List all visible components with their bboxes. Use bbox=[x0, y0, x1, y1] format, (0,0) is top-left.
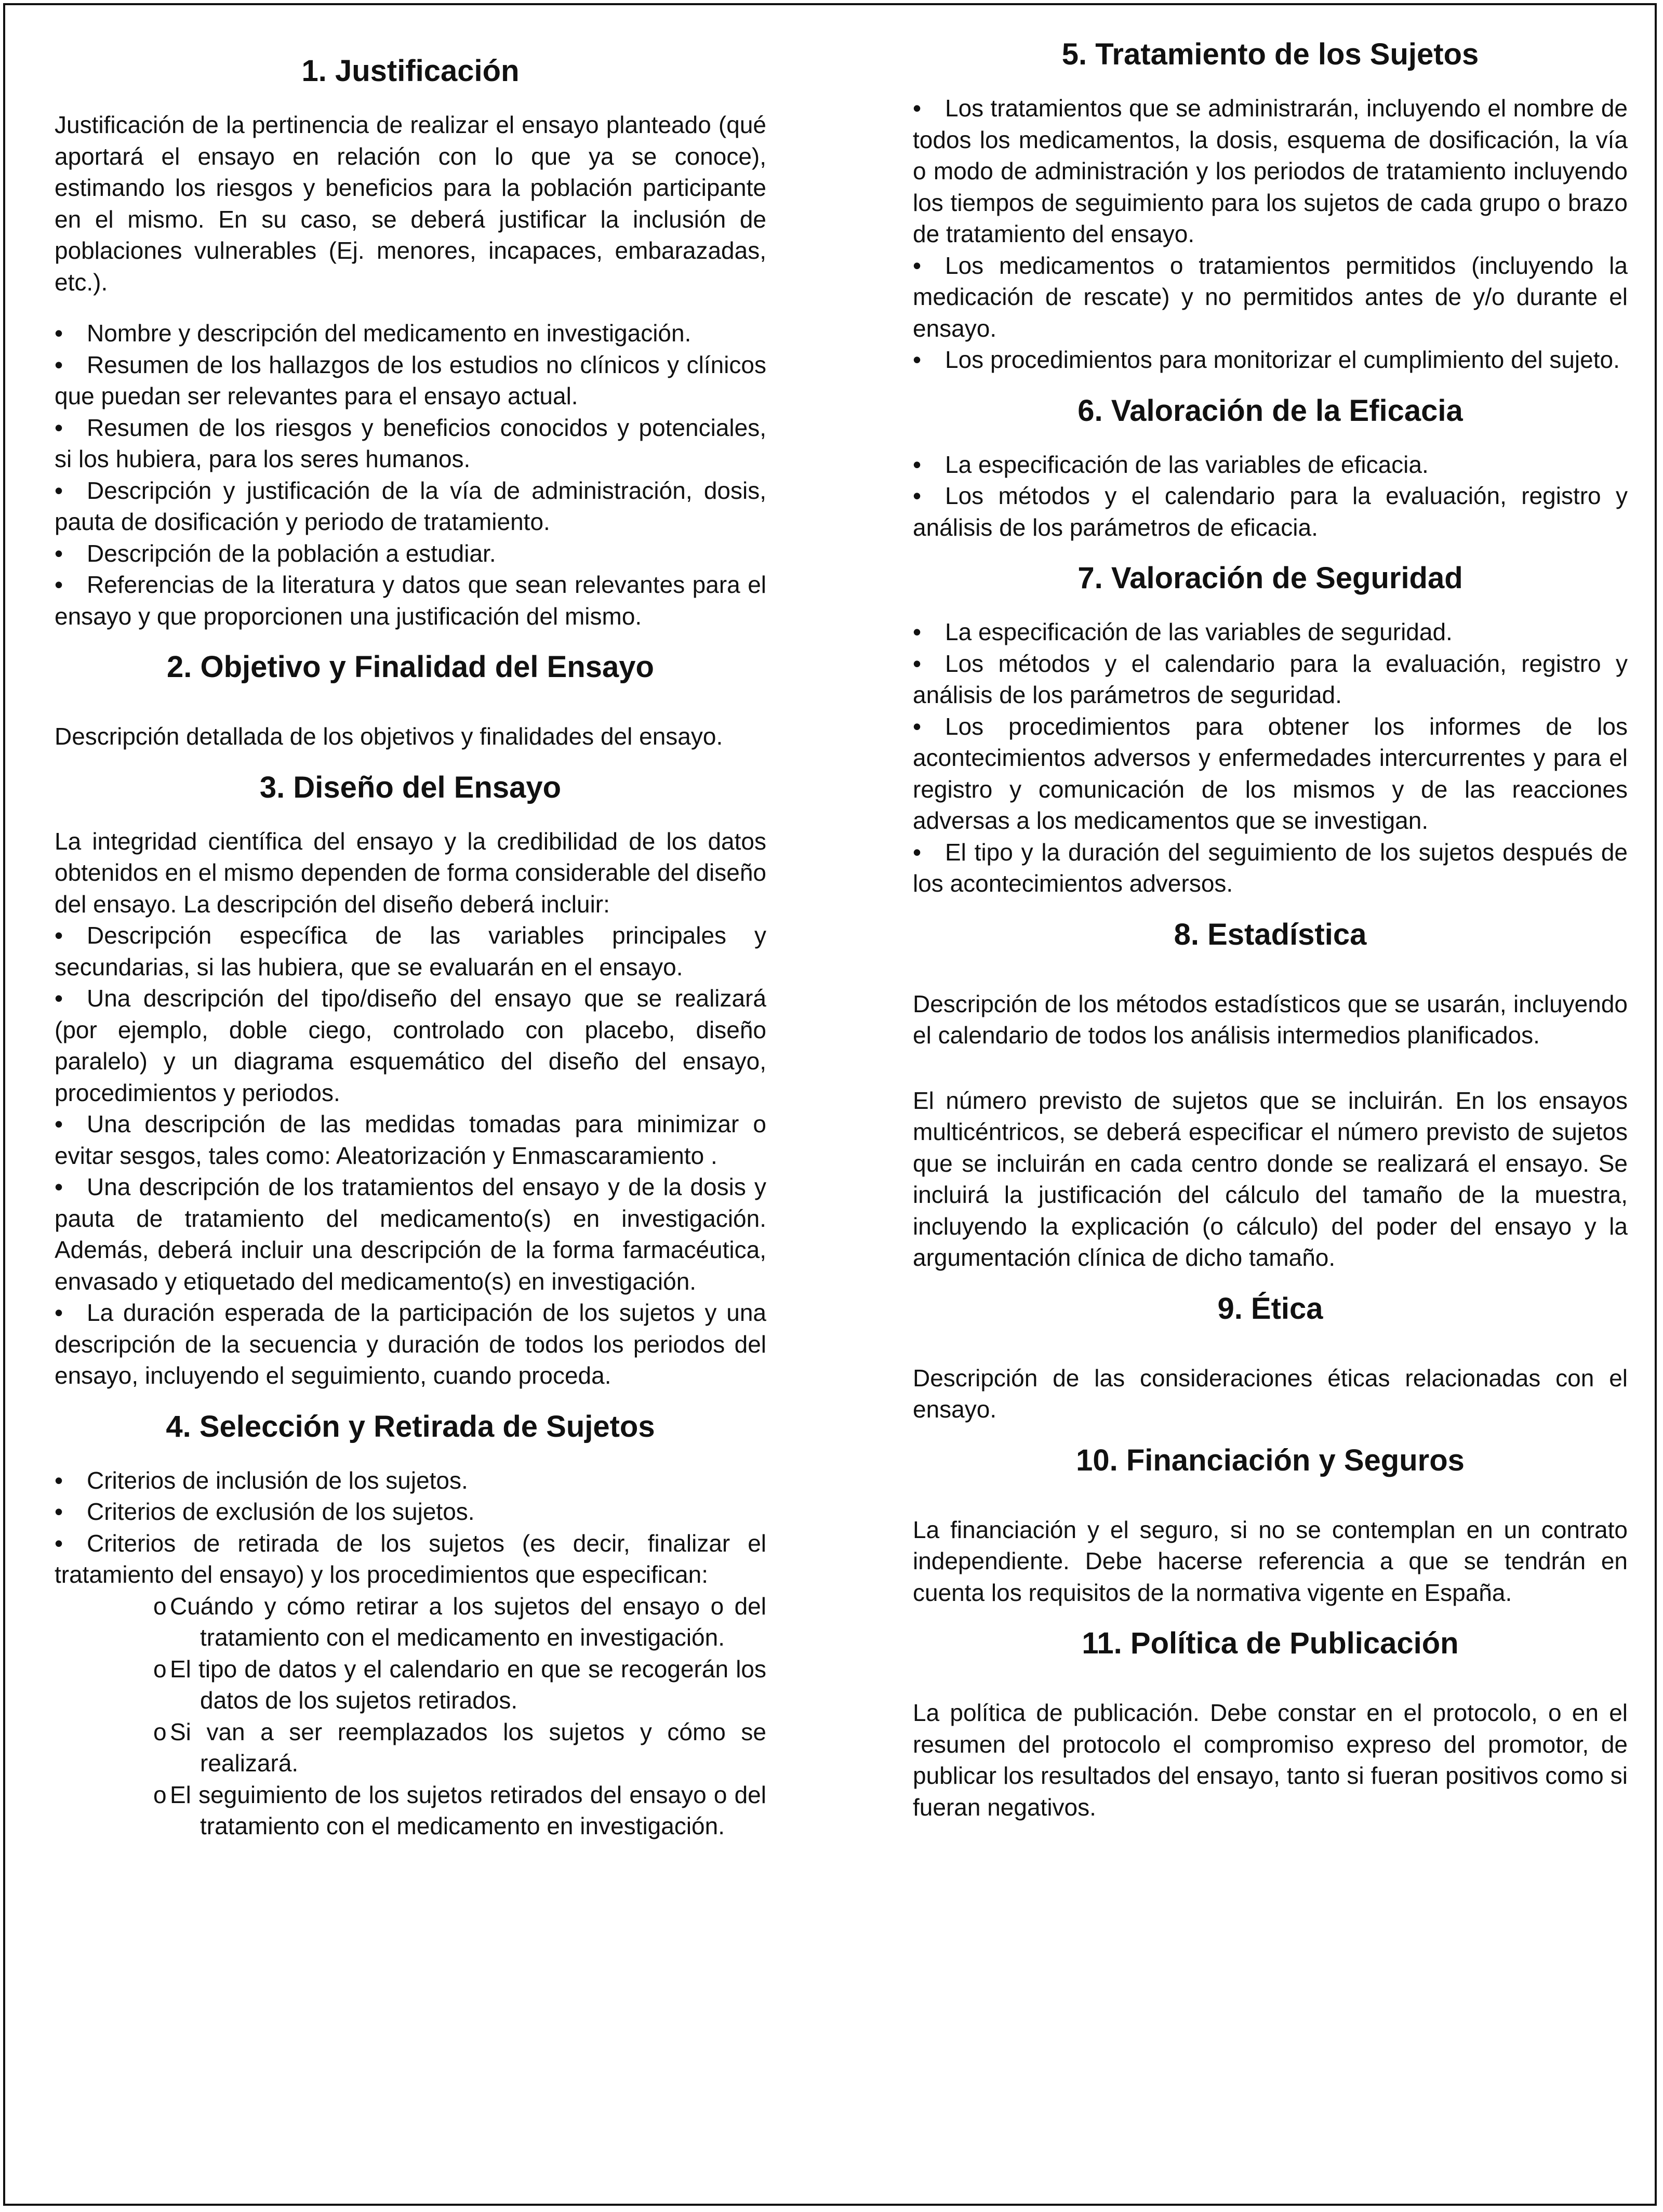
bullet-icon: • bbox=[913, 618, 922, 645]
bullet-icon: • bbox=[55, 571, 63, 598]
bullet-item bbox=[55, 983, 766, 1108]
right-column bbox=[913, 5, 1628, 1823]
bullet-item bbox=[55, 1528, 766, 1591]
bullet-text: Nombre y descripción del medicamento en investigación. bbox=[87, 320, 691, 347]
bullet-item bbox=[55, 569, 766, 632]
bullet-icon: • bbox=[913, 712, 922, 740]
bullet-text: Criterios de retirada de los sujetos (es decir, finalizar el tratamiento del ensayo) y los procedimientos que especifican: bbox=[55, 1529, 766, 1588]
bullet-item bbox=[55, 1108, 766, 1171]
bullet-text: Descripción y justificación de la vía de administración, dosis, pauta de dosificación y periodo de tratamiento. bbox=[55, 476, 766, 535]
section bbox=[913, 1440, 1628, 1609]
bullet-icon: • bbox=[55, 922, 63, 949]
bullet-item bbox=[55, 475, 766, 538]
section bbox=[913, 1623, 1628, 1823]
bullet-text: Referencias de la literatura y datos que sean relevantes para el ensayo y que proporcionen una justificación del mismo. bbox=[55, 571, 766, 630]
bullet-icon: • bbox=[55, 320, 63, 347]
bullet-text: Una descripción del tipo/diseño del ensayo que se realizará (por ejemplo, doble ciego, controlado con placebo, diseño paralelo) y un diagrama esquemático del diseño del ensayo, procedimientos y periodos. bbox=[55, 985, 766, 1106]
bullet-icon: • bbox=[913, 451, 922, 478]
bullet-item bbox=[55, 538, 766, 569]
bullet-text: El tipo y la duración del seguimiento de los sujetos después de los acontecimientos adversos. bbox=[913, 838, 1628, 897]
paragraph: La integridad científica del ensayo y la credibilidad de los datos obtenidos en el mismo dependen de forma considerable del diseño del ensayo. La descripción del diseño deberá incluir: bbox=[55, 827, 766, 918]
section bbox=[913, 558, 1628, 899]
bullet-item bbox=[55, 1297, 766, 1392]
bullet-text: La duración esperada de la participación de los sujetos y una descripción de la secuencia y duración de todos los periodos del ensayo, incluyendo el seguimiento, cuando proceda. bbox=[55, 1299, 766, 1389]
paragraph: Descripción de los métodos estadísticos que se usarán, incluyendo el calendario de todos los análisis intermedios planificados. bbox=[913, 990, 1628, 1049]
bullet-text: Los métodos y el calendario para la evaluación, registro y análisis de los parámetros de eficacia. bbox=[913, 482, 1628, 541]
bullet-icon: • bbox=[913, 650, 922, 677]
bullet-text: Una descripción de los tratamientos del ensayo y de la dosis y pauta de tratamiento del medicamento(s) en investigación. Además, deberá incluir una descripción de la forma farmacéutica, envasado y etiquetado del medicamento(s) en investigación. bbox=[55, 1173, 766, 1295]
bullet-text: Los medicamentos o tratamientos permitidos (incluyendo la medicación de rescate) y no permitidos antes de y/o durante el ensayo. bbox=[913, 251, 1628, 342]
circle-bullet-icon: o bbox=[153, 1781, 167, 1808]
bullet-text: Resumen de los riesgos y beneficios conocidos y potenciales, si los hubiera, para los seres humanos. bbox=[55, 414, 766, 472]
section-title: 8. Estadística bbox=[1174, 917, 1367, 951]
bullet-text: La especificación de las variables de seguridad. bbox=[945, 618, 1453, 645]
bullet-item bbox=[913, 648, 1628, 711]
section-title: 9. Ética bbox=[1217, 1291, 1323, 1326]
bullet-item bbox=[55, 1465, 766, 1496]
section bbox=[913, 1288, 1628, 1425]
bullet-text: Los tratamientos que se administrarán, incluyendo el nombre de todos los medicamentos, la dosis, esquema de dosificación, la vía o modo de administración y los periodos de tratamiento incluyendo los tiempos de seguimiento para los sujetos de cada grupo o brazo de tratamiento del ensayo. bbox=[913, 95, 1628, 247]
bullet-icon: • bbox=[55, 1498, 63, 1525]
bullet-icon: • bbox=[913, 482, 922, 509]
bullet-item bbox=[913, 837, 1628, 899]
bullet-item bbox=[913, 616, 1628, 648]
circle-bullet-icon: o bbox=[153, 1592, 167, 1620]
bullet-icon: • bbox=[55, 1110, 63, 1137]
paragraph: Descripción de las consideraciones éticas relacionadas con el ensayo. bbox=[913, 1364, 1628, 1423]
bullet-icon: • bbox=[55, 1173, 63, 1200]
section bbox=[913, 34, 1628, 376]
section-title: 4. Selección y Retirada de Sujetos bbox=[166, 1409, 655, 1443]
circle-bullet-icon: o bbox=[153, 1655, 167, 1683]
sub-item bbox=[55, 1591, 766, 1653]
circle-bullet-icon: o bbox=[153, 1718, 167, 1745]
section-title: 2. Objetivo y Finalidad del Ensayo bbox=[167, 650, 654, 684]
bullet-text: La especificación de las variables de eficacia. bbox=[945, 451, 1429, 478]
section bbox=[913, 914, 1628, 1274]
bullet-text: Criterios de exclusión de los sujetos. bbox=[87, 1498, 475, 1525]
section-title: 3. Diseño del Ensayo bbox=[259, 770, 562, 804]
paragraph: La política de publicación. Debe constar en el protocolo, o en el resumen del protocolo el compromiso expreso del promotor, de publicar los resultados del ensayo, tanto si fueran positivos como si fueran negativos. bbox=[913, 1699, 1628, 1821]
bullet-text: Resumen de los hallazgos de los estudios no clínicos y clínicos que puedan ser relevantes para el ensayo actual. bbox=[55, 351, 766, 409]
sub-item-text: El tipo de datos y el calendario en que se recogerán los datos de los sujetos retirados. bbox=[170, 1655, 766, 1714]
bullet-item bbox=[55, 1171, 766, 1297]
bullet-item bbox=[55, 317, 766, 349]
bullet-item bbox=[913, 250, 1628, 345]
section-title: 5. Tratamiento de los Sujetos bbox=[1061, 37, 1479, 71]
bullet-item bbox=[55, 349, 766, 412]
bullet-item bbox=[55, 1496, 766, 1528]
section-title: 10. Financiación y Seguros bbox=[1076, 1443, 1465, 1477]
bullet-item bbox=[913, 480, 1628, 543]
paragraph: Justificación de la pertinencia de realizar el ensayo planteado (qué aportará el ensayo en relación con lo que ya se conoce), estimando los riesgos y beneficios para la población participante en el mismo. En su caso, se deberá justificar la inclusión de poblaciones vulnerables (Ej. menores, incapaces, embarazadas, etc.). bbox=[55, 111, 766, 296]
section bbox=[913, 390, 1628, 544]
bullet-icon: • bbox=[55, 539, 63, 567]
bullet-text: Una descripción de las medidas tomadas para minimizar o evitar sesgos, tales como: Aleatorización y Enmascaramiento . bbox=[55, 1110, 766, 1169]
bullet-icon: • bbox=[55, 1529, 63, 1557]
sub-item bbox=[55, 1779, 766, 1842]
bullet-item bbox=[55, 412, 766, 475]
bullet-icon: • bbox=[55, 476, 63, 504]
bullet-text: Criterios de inclusión de los sujetos. bbox=[87, 1466, 468, 1494]
page-frame bbox=[3, 3, 1657, 2206]
left-column bbox=[55, 5, 766, 1842]
bullet-icon: • bbox=[55, 985, 63, 1012]
bullet-item bbox=[913, 449, 1628, 481]
bullet-icon: • bbox=[55, 1466, 63, 1494]
paragraph: La financiación y el seguro, si no se contemplan en un contrato independiente. Debe hacerse referencia a que se tendrán en cuenta los requisitos de la normativa vigente en España. bbox=[913, 1516, 1628, 1606]
section bbox=[55, 767, 766, 1392]
section-title: 7. Valoración de Seguridad bbox=[1077, 561, 1463, 595]
sub-item-text: Cuándo y cómo retirar a los sujetos del ensayo o del tratamiento con el medicamento en investigación. bbox=[170, 1592, 766, 1651]
bullet-text: Descripción específica de las variables principales y secundarias, si las hubiera, que se evaluarán en el ensayo. bbox=[55, 922, 766, 981]
paragraph: El número previsto de sujetos que se incluirán. En los ensayos multicéntricos, se deberá especificar el número previsto de sujetos que se incluirán en cada centro donde se realizará el ensayo. Se incluirá la justificación del cálculo del tamaño de la muestra, incluyendo la explicación (o cálculo) del poder del ensayo y la argumentación clínica de dicho tamaño. bbox=[913, 1087, 1628, 1271]
bullet-text: Descripción de la población a estudiar. bbox=[87, 539, 496, 567]
bullet-text: Los procedimientos para obtener los informes de los acontecimientos adversos y enfermedades intercurrentes y para el registro y comunicación de los mismos y de las reacciones adversas a los medicamentos que se investigan. bbox=[913, 712, 1628, 834]
bullet-icon: • bbox=[913, 838, 922, 866]
sub-item-text: El seguimiento de los sujetos retirados del ensayo o del tratamiento con el medicamento en investigación. bbox=[170, 1781, 766, 1839]
section bbox=[55, 646, 766, 752]
bullet-text: Los procedimientos para monitorizar el cumplimiento del sujeto. bbox=[945, 346, 1620, 373]
section bbox=[55, 50, 766, 632]
bullet-icon: • bbox=[913, 251, 922, 279]
section bbox=[55, 1406, 766, 1842]
bullet-item bbox=[913, 344, 1628, 376]
bullet-icon: • bbox=[55, 1299, 63, 1326]
bullet-icon: • bbox=[913, 95, 922, 122]
bullet-icon: • bbox=[913, 346, 922, 373]
bullet-item bbox=[55, 920, 766, 983]
bullet-icon: • bbox=[55, 351, 63, 378]
bullet-item bbox=[913, 92, 1628, 250]
bullet-icon: • bbox=[55, 414, 63, 441]
bullet-text: Los métodos y el calendario para la evaluación, registro y análisis de los parámetros de seguridad. bbox=[913, 650, 1628, 708]
sub-item bbox=[55, 1653, 766, 1716]
section-title: 6. Valoración de la Eficacia bbox=[1077, 393, 1463, 428]
bullet-item bbox=[913, 711, 1628, 837]
section-title: 11. Política de Publicación bbox=[1082, 1626, 1459, 1660]
sub-item bbox=[55, 1716, 766, 1779]
sub-item-text: Si van a ser reemplazados los sujetos y cómo se realizará. bbox=[170, 1718, 766, 1777]
paragraph: Descripción detallada de los objetivos y finalidades del ensayo. bbox=[55, 723, 723, 750]
section-title: 1. Justificación bbox=[301, 54, 520, 88]
